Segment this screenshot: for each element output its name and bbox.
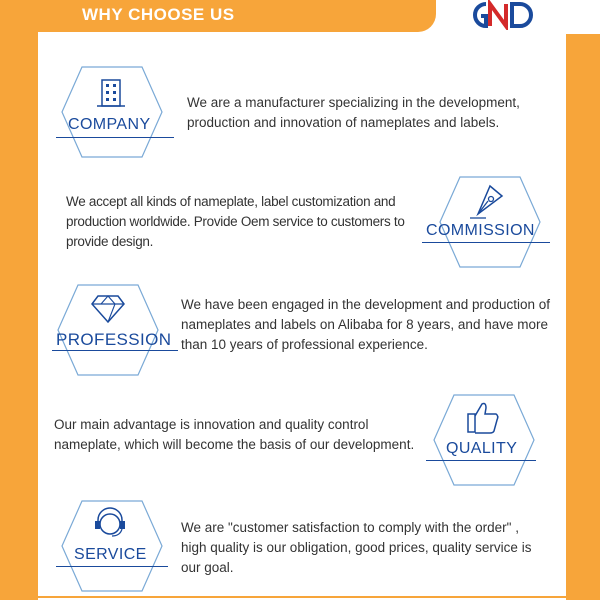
profession-description: We have been engaged in the development and production of nameplates and labels on Alibaba for 8 years, and have more than 10 years of professional experience.	[181, 297, 551, 352]
service-label: SERVICE	[74, 546, 147, 563]
right-orange-border	[566, 0, 600, 600]
service-badge-underline	[56, 566, 168, 567]
commission-label: COMMISSION	[426, 222, 535, 239]
page-title: WHY CHOOSE US	[82, 5, 235, 24]
top-left-orange	[0, 0, 38, 34]
service-description: We are "customer satisfaction to comply with the order" , high quality is our obligation, good prices, quality service is our goal.	[181, 520, 532, 575]
commission-badge-underline	[422, 242, 550, 243]
gnd-logo	[470, 0, 540, 30]
profession-badge-underline	[52, 350, 178, 351]
left-orange-border	[0, 0, 38, 600]
company-badge-underline	[56, 137, 174, 138]
profession-label: PROFESSION	[56, 330, 172, 349]
bottom-orange-line	[38, 596, 566, 598]
commission-description: We accept all kinds of nameplate, label customization and production worldwide. Provide Oem service to customers to provide design.	[66, 194, 405, 249]
company-badge-hexagon	[52, 62, 172, 162]
quality-badge-underline	[426, 460, 536, 461]
company-description: We are a manufacturer specializing in the development, production and innovation of nameplates and labels.	[187, 95, 520, 130]
quality-description: Our main advantage is innovation and quality control nameplate, which will become the basis of our development.	[54, 417, 415, 452]
quality-label: QUALITY	[446, 440, 518, 457]
company-label: COMPANY	[68, 116, 151, 133]
